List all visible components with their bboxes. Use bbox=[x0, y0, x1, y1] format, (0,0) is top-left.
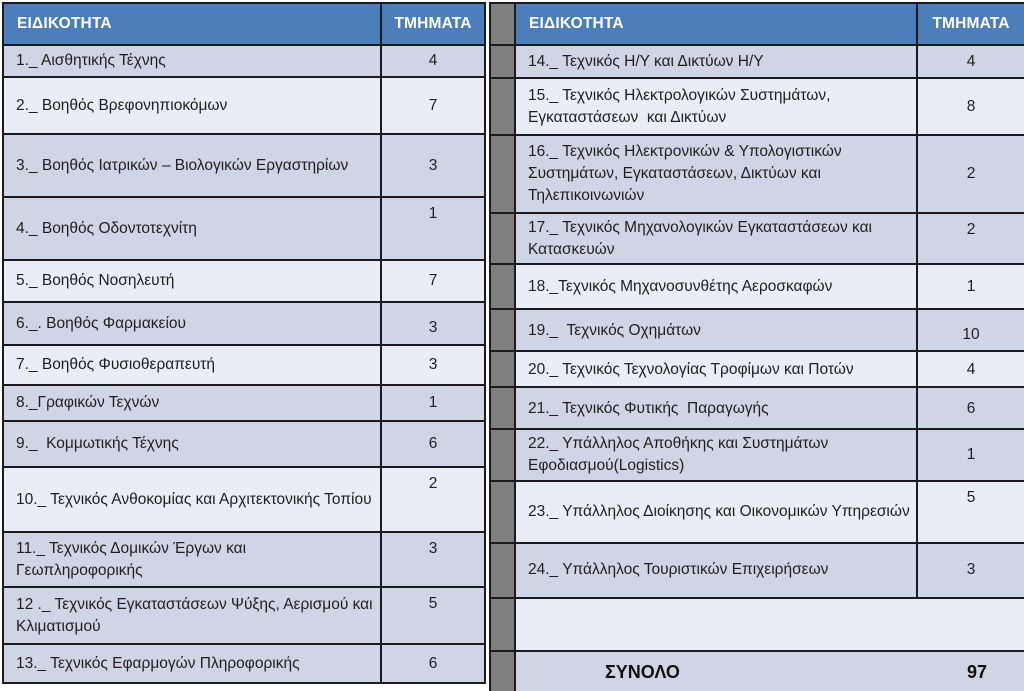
departments-cell: 10 bbox=[917, 309, 1024, 351]
table-row bbox=[490, 45, 1024, 78]
table-row bbox=[490, 213, 1024, 264]
specialty-cell: 24._ Υπάλληλος Τουριστικών Επιχειρήσεων bbox=[515, 543, 917, 598]
specialty-cell: 10._ Τεχνικός Ανθοκομίας και Αρχιτεκτονικής Τοπίου bbox=[3, 467, 381, 532]
specialty-cell: 23._ Υπάλληλος Διοίκησης και Οικονομικών Υπηρεσιών bbox=[515, 481, 917, 543]
departments-cell: 1 bbox=[917, 264, 1024, 309]
total-row bbox=[490, 651, 1024, 691]
table-row bbox=[3, 45, 485, 77]
header-row bbox=[490, 3, 1024, 45]
specialty-cell: 6._. Βοηθός Φαρμακείου bbox=[3, 302, 381, 345]
table-row bbox=[3, 385, 485, 421]
empty-cell bbox=[515, 598, 1024, 651]
table-row bbox=[490, 264, 1024, 309]
spacer-cell bbox=[490, 651, 515, 691]
spacer-cell bbox=[490, 264, 515, 309]
spacer-cell bbox=[490, 598, 515, 651]
total-label: ΣΥΝΟΛΟ bbox=[605, 661, 680, 682]
header-row bbox=[3, 3, 485, 45]
specialty-cell: 8._Γραφικών Τεχνών bbox=[3, 385, 381, 421]
specialty-cell: 15._ Τεχνικός Ηλεκτρολογικών Συστημάτων, Εγκαταστάσεων και Δικτύων bbox=[515, 78, 917, 135]
spacer-cell bbox=[490, 351, 515, 387]
table-row bbox=[3, 467, 485, 532]
table-row bbox=[3, 421, 485, 467]
specialty-cell: 12 ._ Τεχνικός Εγκαταστάσεων Ψύξης, Αερισμού και Κλιματισμού bbox=[3, 587, 381, 644]
departments-header: ΤΜΗΜΑΤΑ bbox=[381, 3, 485, 45]
spacer-cell bbox=[490, 135, 515, 213]
departments-cell: 2 bbox=[917, 135, 1024, 213]
specialty-cell: 21._ Τεχνικός Φυτικής Παραγωγής bbox=[515, 387, 917, 429]
departments-cell: 6 bbox=[917, 387, 1024, 429]
spacer-cell bbox=[490, 387, 515, 429]
departments-cell: 2 bbox=[917, 213, 1024, 264]
right-table bbox=[489, 2, 1024, 691]
left-table bbox=[2, 2, 486, 684]
departments-cell: 3 bbox=[917, 543, 1024, 598]
table-row bbox=[3, 197, 485, 260]
empty-row bbox=[490, 598, 1024, 651]
specialty-cell: 4._ Βοηθός Οδοντοτεχνίτη bbox=[3, 197, 381, 260]
table-row bbox=[3, 532, 485, 587]
departments-cell: 4 bbox=[381, 45, 485, 77]
table-row bbox=[490, 135, 1024, 213]
table-row bbox=[3, 302, 485, 345]
departments-cell: 6 bbox=[381, 644, 485, 683]
departments-cell: 4 bbox=[917, 351, 1024, 387]
total-cell bbox=[515, 651, 1024, 691]
departments-cell: 8 bbox=[917, 78, 1024, 135]
left-table-body bbox=[3, 3, 485, 683]
table-row bbox=[3, 587, 485, 644]
specialty-cell: 7._ Βοηθός Φυσιοθεραπευτή bbox=[3, 345, 381, 385]
departments-cell: 6 bbox=[381, 421, 485, 467]
specialty-header: ΕΙΔΙΚΟΤΗΤΑ bbox=[3, 3, 381, 45]
specialty-cell: 5._ Βοηθός Νοσηλευτή bbox=[3, 260, 381, 302]
table-row bbox=[3, 345, 485, 385]
table-row bbox=[3, 260, 485, 302]
specialty-cell: 17._ Τεχνικός Μηχανολογικών Εγκαταστάσεων και Κατασκευών bbox=[515, 213, 917, 264]
table-row bbox=[490, 78, 1024, 135]
spacer-cell bbox=[490, 78, 515, 135]
departments-cell: 2 bbox=[381, 467, 485, 532]
table-row bbox=[3, 77, 485, 134]
specialty-cell: 1._ Αισθητικής Τέχνης bbox=[3, 45, 381, 77]
spacer-cell bbox=[490, 543, 515, 598]
spacer-cell bbox=[490, 45, 515, 78]
specialty-cell: 14._ Τεχνικός Η/Υ και Δικτύων Η/Υ bbox=[515, 45, 917, 78]
specialty-cell: 13._ Τεχνικός Εφαρμογών Πληροφορικής bbox=[3, 644, 381, 683]
departments-cell: 1 bbox=[917, 429, 1024, 480]
table-row bbox=[490, 543, 1024, 598]
specialty-cell: 16._ Τεχνικός Ηλεκτρονικών & Υπολογιστικών Συστημάτων, Εγκαταστάσεων, Δικτύων και Τηλεπικοινωνιών bbox=[515, 135, 917, 213]
table-row bbox=[490, 351, 1024, 387]
spacer-cell bbox=[490, 3, 515, 45]
spacer-cell bbox=[490, 309, 515, 351]
total-value: 97 bbox=[966, 661, 987, 682]
departments-cell: 3 bbox=[381, 532, 485, 587]
spacer-cell bbox=[490, 213, 515, 264]
departments-cell: 1 bbox=[381, 197, 485, 260]
specialty-cell: 9._ Κομμωτικής Τέχνης bbox=[3, 421, 381, 467]
specialty-cell: 19._ Τεχνικός Οχημάτων bbox=[515, 309, 917, 351]
departments-cell: 3 bbox=[381, 134, 485, 197]
specialty-cell: 22._ Υπάλληλος Αποθήκης και Συστημάτων Εφοδιασμού(Logistics) bbox=[515, 429, 917, 480]
specialty-cell: 11._ Τεχνικός Δομικών Έργων και Γεωπληροφορικής bbox=[3, 532, 381, 587]
table-row bbox=[490, 481, 1024, 543]
specialty-cell: 20._ Τεχνικός Τεχνολογίας Τροφίμων και Ποτών bbox=[515, 351, 917, 387]
specialty-cell: 3._ Βοηθός Ιατρικών – Βιολογικών Εργαστηρίων bbox=[3, 134, 381, 197]
departments-header: ΤΜΗΜΑΤΑ bbox=[917, 3, 1024, 45]
tables-container bbox=[2, 2, 1024, 691]
table-row bbox=[490, 309, 1024, 351]
table-row bbox=[3, 644, 485, 683]
departments-cell: 3 bbox=[381, 302, 485, 345]
spacer-cell bbox=[490, 481, 515, 543]
departments-cell: 5 bbox=[381, 587, 485, 644]
departments-cell: 4 bbox=[917, 45, 1024, 78]
departments-cell: 7 bbox=[381, 77, 485, 134]
spacer-cell bbox=[490, 429, 515, 480]
table-row bbox=[490, 429, 1024, 480]
departments-cell: 5 bbox=[917, 481, 1024, 543]
total-inner bbox=[517, 660, 1023, 685]
right-table-body bbox=[490, 3, 1024, 691]
specialty-header: ΕΙΔΙΚΟΤΗΤΑ bbox=[515, 3, 917, 45]
specialty-cell: 2._ Βοηθός Βρεφονηπιοκόμων bbox=[3, 77, 381, 134]
specialty-cell: 18._Τεχνικός Μηχανοσυνθέτης Αεροσκαφών bbox=[515, 264, 917, 309]
departments-cell: 7 bbox=[381, 260, 485, 302]
table-row bbox=[3, 134, 485, 197]
table-row bbox=[490, 387, 1024, 429]
departments-cell: 3 bbox=[381, 345, 485, 385]
departments-cell: 1 bbox=[381, 385, 485, 421]
